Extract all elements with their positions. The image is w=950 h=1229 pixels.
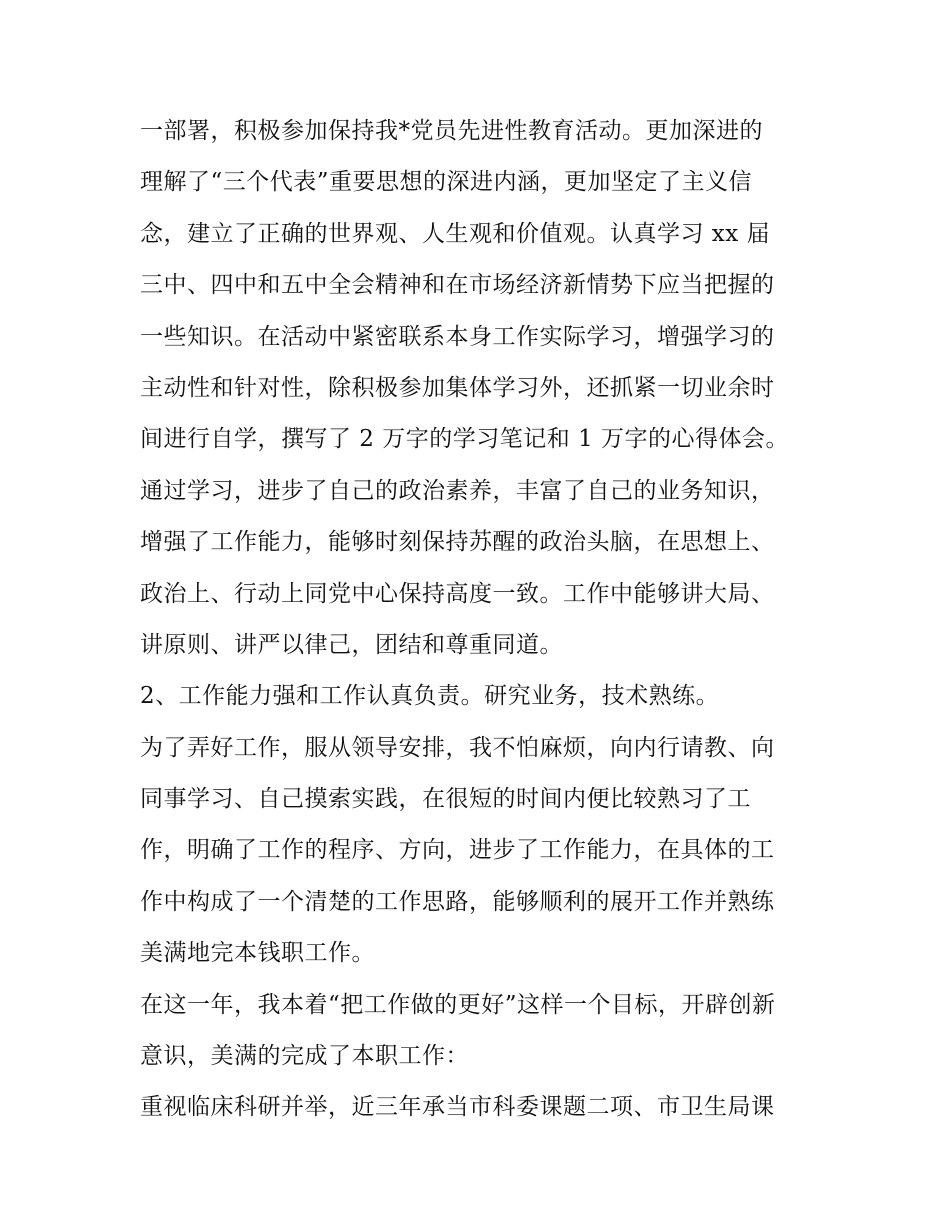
- text-line-13: 为了弄好工作，服从领导安排，我不怕麻烦，向内行请教、向: [140, 734, 775, 761]
- section-heading-2: 2、工作能力强和工作认真负责。研究业务，技术熟练。: [140, 683, 720, 710]
- text-line-3: 念，建立了正确的世界观、人生观和价值观。认真学习 xx 届: [140, 220, 771, 247]
- text-line-8: 通过学习，进步了自己的政治素养，丰富了自己的业务知识，: [140, 477, 775, 504]
- text-line-11: 讲原则、讲严以律己，团结和尊重同道。: [140, 631, 563, 658]
- text-line-15: 作，明确了工作的程序、方向，进步了工作能力，在具体的工: [140, 837, 775, 864]
- text-line-1: 一部署，积极参加保持我*党员先进性教育活动。更加深进的: [140, 118, 763, 144]
- text-line-18: 在这一年，我本着“把工作做的更好”这样一个目标，开辟创新: [140, 991, 776, 1018]
- text-line-10: 政治上、行动上同党中心保持高度一致。工作中能够讲大局、: [140, 580, 775, 607]
- text-line-6: 主动性和针对性，除积极参加集体学习外，还抓紧一切业余时: [140, 374, 775, 401]
- text-line-17: 美满地完本钱职工作。: [140, 940, 375, 967]
- text-line-4: 三中、四中和五中全会精神和在市场经济新情势下应当把握的: [140, 272, 775, 299]
- text-line-14: 同事学习、自己摸索实践，在很短的时间内便比较熟习了工: [140, 786, 751, 813]
- text-line-2: 理解了“三个代表”重要思想的深进内涵，更加坚定了主义信: [140, 169, 753, 196]
- text-line-5: 一些知识。在活动中紧密联系本身工作实际学习，增强学习的: [140, 323, 775, 350]
- text-line-16: 作中构成了一个清楚的工作思路，能够顺利的展开工作并熟练: [140, 888, 775, 915]
- text-line-7: 间进行自学，撰写了 2 万字的学习笔记和 1 万字的心得体会。: [140, 426, 790, 453]
- body-text: [140, 106, 830, 1134]
- text-line-19: 意识，美满的完成了本职工作：: [140, 1043, 469, 1070]
- text-line-20: 重视临床科研并举，近三年承当市科委课题二项、市卫生局课: [140, 1094, 775, 1121]
- text-line-9: 增强了工作能力，能够时刻保持苏醒的政治头脑，在思想上、: [140, 529, 775, 556]
